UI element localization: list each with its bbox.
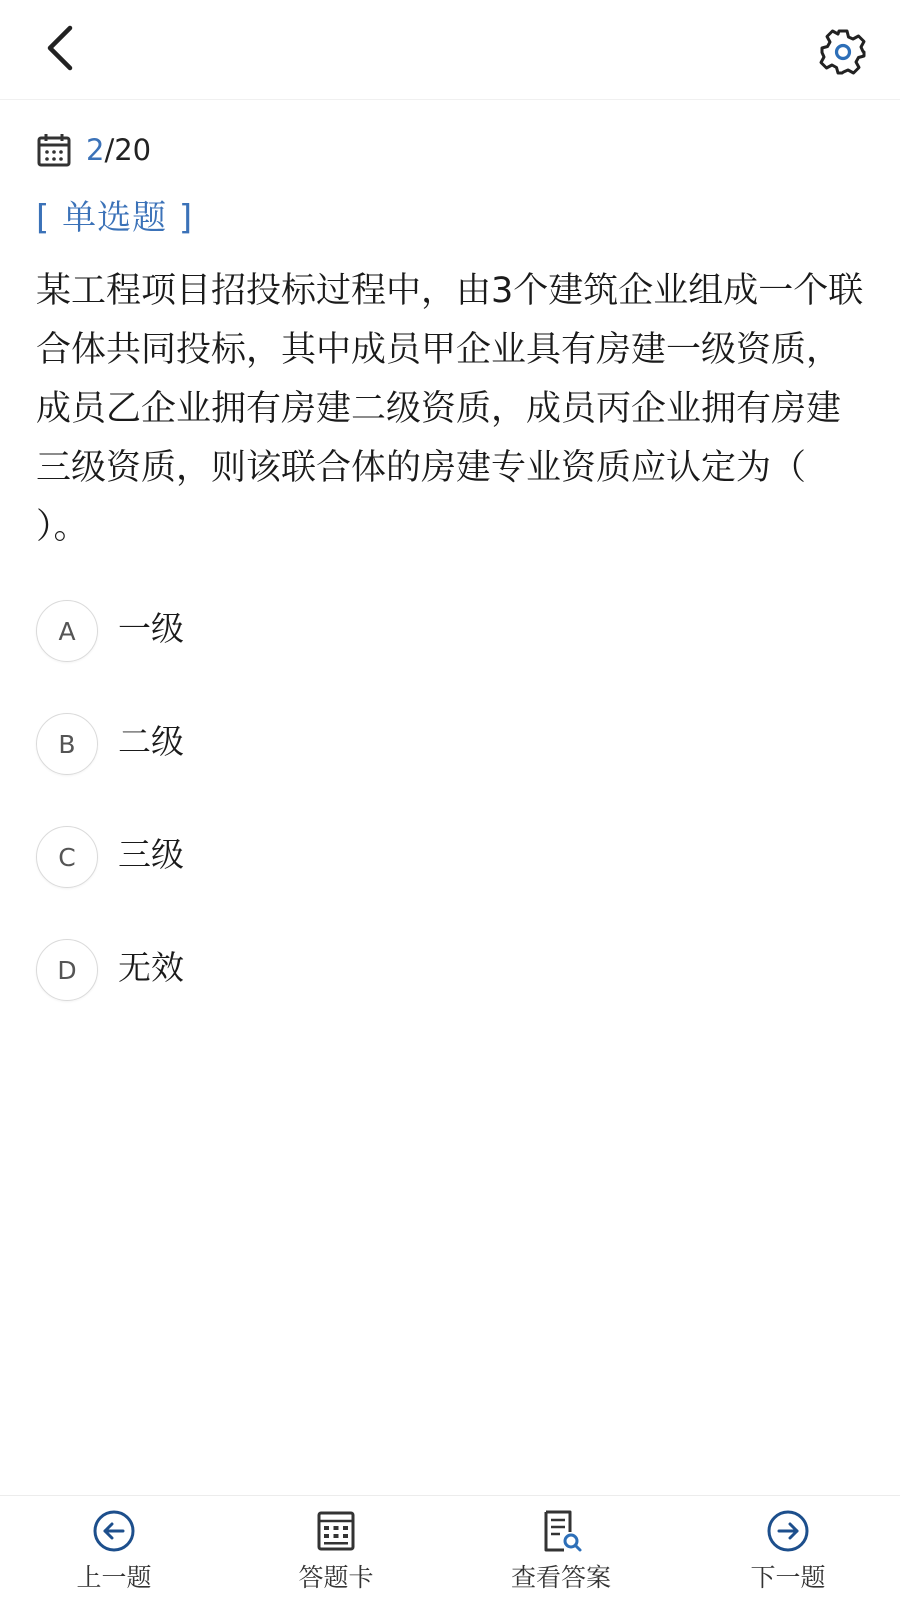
option-a[interactable] — [36, 596, 856, 666]
calendar-icon — [36, 132, 72, 168]
document-search-icon — [538, 1508, 584, 1554]
question-text: 某工程项目招投标过程中，由3个建筑企业组成一个联合体共同投标，其中成员甲企业具有房建一级资质，成员乙企业拥有房建二级资质，成员丙企业拥有房建三级资质，则该联合体的房建专业资质应认定为（ ）。 — [36, 271, 877, 547]
option-b[interactable] — [36, 709, 856, 779]
option-text: 无效 — [118, 947, 184, 987]
total-question-count: 20 — [114, 133, 152, 167]
option-letter: A — [36, 600, 98, 662]
previous-question-label: 上一题 — [76, 1563, 152, 1592]
question-progress — [36, 130, 151, 170]
next-question-button[interactable] — [738, 1508, 838, 1598]
gear-icon — [818, 27, 868, 77]
answer-card-label: 答题卡 — [298, 1563, 374, 1592]
view-answer-button[interactable] — [496, 1508, 626, 1598]
option-letter: D — [36, 939, 98, 1001]
grid-card-icon — [313, 1508, 359, 1554]
current-question-number: 2 — [86, 133, 105, 167]
back-button[interactable] — [36, 22, 84, 74]
next-question-label: 下一题 — [750, 1563, 826, 1592]
settings-button[interactable] — [818, 27, 868, 77]
option-text: 三级 — [118, 834, 184, 874]
question-type-label: [ 单选题 ] — [36, 198, 194, 238]
option-letter: C — [36, 826, 98, 888]
arrow-left-circle-icon — [91, 1508, 137, 1554]
answer-card-button[interactable] — [286, 1508, 386, 1598]
option-d[interactable] — [36, 935, 856, 1005]
chevron-left-icon — [36, 22, 84, 74]
bottom-nav — [0, 1495, 900, 1600]
option-letter: B — [36, 713, 98, 775]
option-text: 二级 — [118, 721, 184, 761]
previous-question-button[interactable] — [64, 1508, 164, 1598]
progress-separator: / — [104, 133, 115, 167]
top-bar — [0, 0, 900, 100]
option-c[interactable] — [36, 822, 856, 892]
option-text: 一级 — [118, 608, 184, 648]
arrow-right-circle-icon — [765, 1508, 811, 1554]
view-answer-label: 查看答案 — [510, 1563, 611, 1592]
